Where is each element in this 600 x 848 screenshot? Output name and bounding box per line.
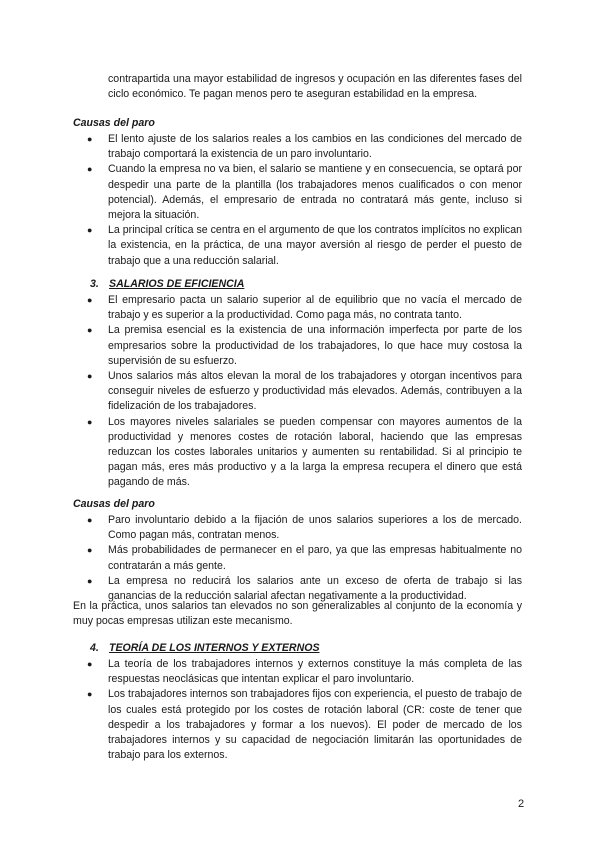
list-item: ● La principal crítica se centra en el argumento de que los contratos implícitos no explican la existencia, en la práctica, de una mayor aversión al riesgo de perder el puesto de trabajo que a una reducción salarial. xyxy=(87,224,522,267)
section-3-list xyxy=(85,293,522,491)
list-item: ● Los mayores niveles salariales se pueden compensar con mayores aumentos de la productividad y menores costes de rotación laboral, haciendo que las empresas reduzcan los costes laborales unitarios y aumenten su rentabilidad. Si al principio te pagan más, eres más productivo y a la larga la empresa recupera el dinero que está pagando de más. xyxy=(87,415,522,489)
section-title-text: TEORÍA DE LOS INTERNOS Y EXTERNOS xyxy=(109,642,320,654)
list-item: ● Cuando la empresa no va bien, el salario se mantiene y en consecuencia, se optará por despedir una parte de la plantilla (los trabajadores menos cualificados o con menor potencial). Además, el empresario de entrada no contratará más gente, incluso si mejora la situación. xyxy=(87,163,522,222)
causes-heading-1: Causas del paro xyxy=(73,117,155,129)
causes-list-2 xyxy=(85,513,522,604)
section-number: 3. xyxy=(90,278,99,290)
bullet-icon: ● xyxy=(87,371,93,382)
bullet-icon: ● xyxy=(87,164,93,175)
section-4-title xyxy=(90,642,320,654)
list-item: ● Los trabajadores internos son trabajadores fijos con experiencia, el puesto de trabajo de los cuales está protegido por los costes de rotación laboral (CR: coste de tener que despedir a los trabajadores y formar a los nuevos). El poder de mercado de los trabajadores internos y su capacidad de negociación limitarán las oportunidades de trabajo para los externos. xyxy=(87,688,523,762)
list-item: ● La teoría de los trabajadores internos y externos constituye la más completa de las respuestas neoclásicas que intentan explicar el paro involuntario. xyxy=(87,658,522,686)
list-item: ● Más probabilidades de permanecer en el paro, ya que las empresas habitualmente no contratarán a más gente. xyxy=(87,544,522,572)
list-item: ● El empresario pacta un salario superior al de equilibrio que no vacía el mercado de trabajo y es superior a la productividad. Como paga más, no contrata tanto. xyxy=(87,294,522,322)
bullet-icon: ● xyxy=(87,416,93,427)
section-3-title xyxy=(90,278,244,290)
bullet-icon: ● xyxy=(87,325,93,336)
bullet-icon: ● xyxy=(87,575,93,586)
list-item: ● Unos salarios más altos elevan la moral de los trabajadores y otorgan incentivos para conseguir niveles de esfuerzo y productividad más elevados. Además, contribuyen a la fidelización de los trabajadores. xyxy=(87,370,522,413)
page-number: 2 xyxy=(518,798,525,810)
section-title-text: SALARIOS DE EFICIENCIA xyxy=(109,278,245,290)
section-number: 4. xyxy=(90,642,99,654)
section-4-list xyxy=(85,657,522,763)
bullet-icon: ● xyxy=(87,295,93,305)
list-item: ● La empresa no reducirá los salarios ante un exceso de oferta de trabajo si las ganancias de la reducción salarial afectan negativamente a la productividad. xyxy=(87,574,522,603)
continuation-paragraph: contrapartida una mayor estabilidad de ingresos y ocupación en las diferentes fases del ciclo económico. Te pagan menos pero te aseguran estabilidad en la empresa. xyxy=(108,73,522,101)
list-item: ● Paro involuntario debido a la fijación de unos salarios superiores a los de mercado. Como pagan más, contratan menos. xyxy=(87,514,522,542)
bullet-icon: ● xyxy=(87,225,93,236)
bullet-icon: ● xyxy=(87,545,93,556)
bullet-icon: ● xyxy=(87,515,93,525)
causes-list-1 xyxy=(85,132,522,269)
bullet-icon: ● xyxy=(87,134,93,144)
list-item: ● La premisa esencial es la existencia de una información imperfecta por parte de los empresarios sobre la productividad de los trabajadores, lo que hace muy costosa la supervisión de su esfuerzo. xyxy=(87,324,522,367)
bullet-icon: ● xyxy=(87,689,93,700)
conclusion-paragraph: En la práctica, unos salarios tan elevados no son generalizables al conjunto de la economía y muy pocas empresas utilizan este mecanismo. xyxy=(73,600,522,628)
causes-heading-2: Causas del paro xyxy=(73,498,155,510)
list-item: ● El lento ajuste de los salarios reales a los cambios en las condiciones del mercado de trabajo comportará la existencia de un paro involuntario. xyxy=(87,133,522,161)
bullet-icon: ● xyxy=(87,659,93,669)
